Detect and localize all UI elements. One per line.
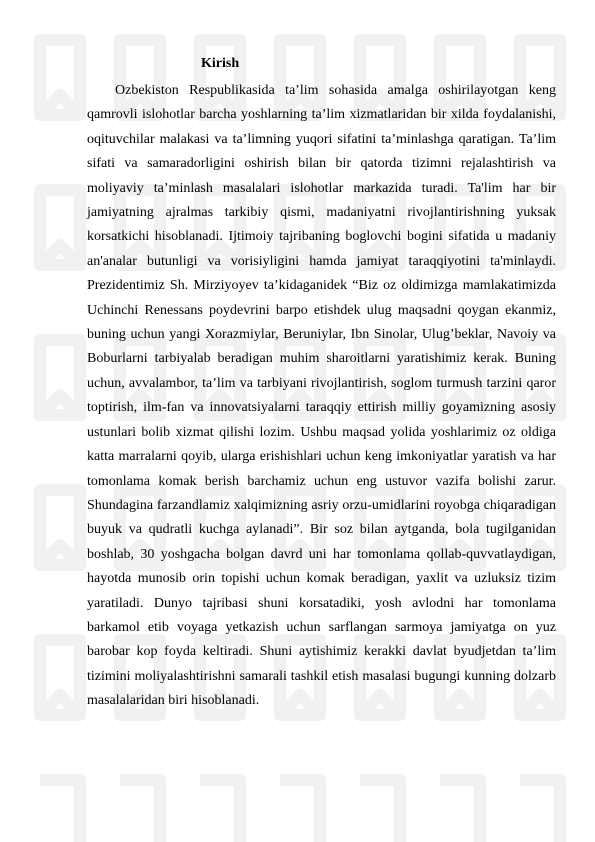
- body-paragraph: Ozbekiston Respublikasida ta’lim sohasida amalga oshirilayotgan keng qamrovli islohotlar barcha yoshlarning ta’lim xizmatlaridan bir xilda foydalanishi, oqituvchilar malakasi va ta’limning yuqori sifatini ta’minlashga qaratigan. Ta’lim sifati va samaradorligini oshirish bilan bir qatorda tizimni rejalashtirish va moliyaviy ta’minlash masalalari islohotlar markazida turadi. Ta'lim har bir jamiyatning ajralmas tarkibiy qismi, madaniyatni rivojlantirishning yuksak korsatkichi hisoblanadi. Ijtimoiy tajribaning boglovchi bogini sifatida u madaniy an'analar butunligi va vorisiyligini hamda jamiyat taraqqiyotini ta'minlaydi. Prezidentimiz Sh. Mirziyoyev ta’kidaganidek “Biz oz oldimizga mamlakatimizda Uchinchi Renessans poydevrini barpo etishdek ulug maqsadni qoygan ekanmiz, buning uchun yangi Xorazmiylar, Beruniylar, Ibn Sinolar, Ulug’beklar, Navoiy va Boburlarni tarbiyalab beradigan muhim sharoitlarni yaratishimiz kerak. Buning uchun, avvalambor, ta’lim va tarbiyani rivojlantirish, soglom turmush tarzini qaror toptirish, ilm-fan va innovatsiyalarni taraqqiy ettirish milliy goyamizning asosiy ustunlari bolib xizmat qilishi lozim. Ushbu maqsad yolida yoshlarimiz oz oldiga katta marralarni qoyib, ularga erishishlari uchun keng imkoniyatlar yaratish va har tomonlama komak berish barchamiz uchun eng ustuvor vazifa bolishi zarur. Shundagina farzandlamiz xalqimizning asriy orzu-umidlarini royobga chiqaradigan buyuk va qudratli kuchga aylanadi”. Bir soz bilan aytganda, bola tugilganidan boshlab, 30 yoshgacha bolgan davrd uni har tomonlama qollab-quvvatlaydigan, hayotda munosib orin topishi uchun komak beradigan, yaxlit va uzluksiz tizim yaratiladi. Dunyo tajribasi shuni korsatadiki, yosh avlodni har tomonlama barkamol etib voyaga yetkazish uchun sarflangan sarmoya jamiyatga on yuz barobar kop foyda keltiradi. Shuni aytishimiz kerakki davlat byudjetdan ta’lim tizimini moliyalashtirishni samarali tashkil etish masalasi bugungi kunning dolzarb masalalaridan biri hisoblanadi.: [87, 83, 556, 709]
- section-title: Kirish: [201, 56, 240, 71]
